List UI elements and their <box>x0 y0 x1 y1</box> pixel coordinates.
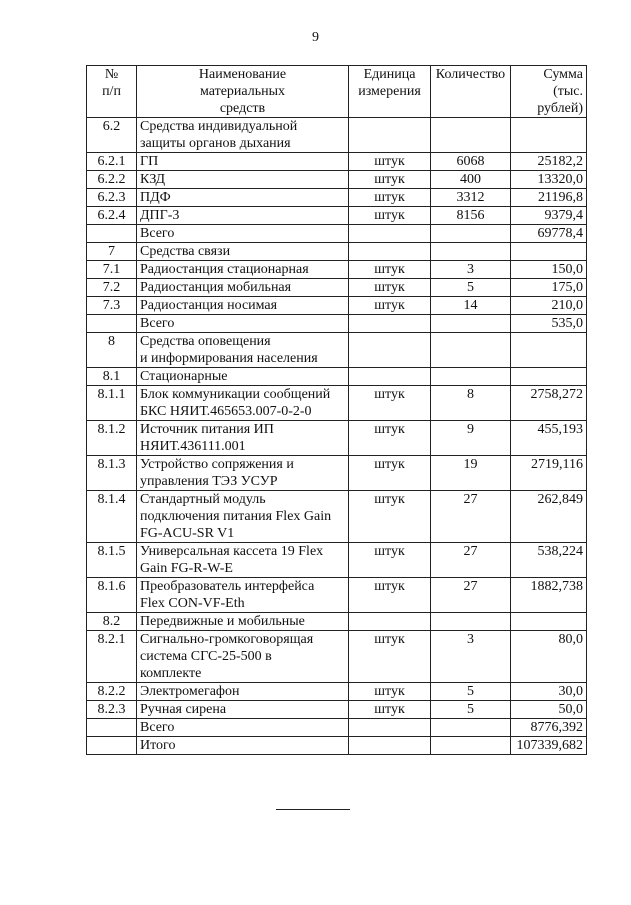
cell-unit: штук <box>349 189 431 207</box>
cell-sum: 538,224 <box>511 543 587 578</box>
cell-qty <box>431 333 511 368</box>
table-row <box>87 631 587 683</box>
cell-name: Всего <box>137 315 349 333</box>
cell-sum: 21196,8 <box>511 189 587 207</box>
cell-sum: 1882,738 <box>511 578 587 613</box>
cell-sum <box>511 368 587 386</box>
cell-qty: 5 <box>431 683 511 701</box>
cell-num: 8.1.3 <box>87 456 137 491</box>
cell-qty: 3312 <box>431 189 511 207</box>
cell-qty: 19 <box>431 456 511 491</box>
cell-sum: 50,0 <box>511 701 587 719</box>
cell-qty <box>431 118 511 153</box>
cell-qty: 27 <box>431 543 511 578</box>
cell-name: Источник питания ИП НЯИТ.436111.001 <box>137 421 349 456</box>
cell-num: 8.2.2 <box>87 683 137 701</box>
cell-qty: 5 <box>431 279 511 297</box>
header-qty: Количество <box>431 66 511 118</box>
cell-sum: 2719,116 <box>511 456 587 491</box>
cell-num: 8.1.6 <box>87 578 137 613</box>
cell-qty <box>431 719 511 737</box>
cell-unit: штук <box>349 578 431 613</box>
cell-num: 8.1 <box>87 368 137 386</box>
cell-unit <box>349 243 431 261</box>
cell-unit: штук <box>349 386 431 421</box>
table-row <box>87 171 587 189</box>
header-num: № п/п <box>87 66 137 118</box>
table-row <box>87 297 587 315</box>
cell-qty: 9 <box>431 421 511 456</box>
cell-num <box>87 315 137 333</box>
cell-name: Средства связи <box>137 243 349 261</box>
cell-num: 6.2.3 <box>87 189 137 207</box>
cell-name: Передвижные и мобильные <box>137 613 349 631</box>
table-row <box>87 261 587 279</box>
table-row <box>87 701 587 719</box>
cell-unit: штук <box>349 543 431 578</box>
cell-sum <box>511 613 587 631</box>
cell-num: 8.2 <box>87 613 137 631</box>
cell-num: 8.2.1 <box>87 631 137 683</box>
cell-sum: 9379,4 <box>511 207 587 225</box>
cell-sum: 150,0 <box>511 261 587 279</box>
cell-sum <box>511 118 587 153</box>
table-row <box>87 386 587 421</box>
cell-num: 8.1.4 <box>87 491 137 543</box>
table-row <box>87 118 587 153</box>
cell-name: Устройство сопряжения и управления ТЭЗ УСУР <box>137 456 349 491</box>
cell-name: Ручная сирена <box>137 701 349 719</box>
cell-name: ДПГ-3 <box>137 207 349 225</box>
table-row <box>87 189 587 207</box>
cell-name: Средства индивидуальной защиты органов дыхания <box>137 118 349 153</box>
cell-sum: 13320,0 <box>511 171 587 189</box>
cell-qty: 8 <box>431 386 511 421</box>
cell-num <box>87 719 137 737</box>
header-name: Наименование материальных средств <box>137 66 349 118</box>
table-row <box>87 578 587 613</box>
cell-qty: 8156 <box>431 207 511 225</box>
cell-unit: штук <box>349 456 431 491</box>
cell-num: 6.2 <box>87 118 137 153</box>
cell-unit: штук <box>349 491 431 543</box>
header-sum: Сумма (тыс. рублей) <box>511 66 587 118</box>
cell-qty: 3 <box>431 631 511 683</box>
header-unit: Единица измерения <box>349 66 431 118</box>
cell-qty <box>431 243 511 261</box>
cell-name: Радиостанция стационарная <box>137 261 349 279</box>
table-row <box>87 683 587 701</box>
cell-num: 7.1 <box>87 261 137 279</box>
table-body <box>87 118 587 755</box>
cell-name: ПДФ <box>137 189 349 207</box>
cell-name: Блок коммуникации сообщений БКС НЯИТ.465653.007-0-2-0 <box>137 386 349 421</box>
page-number: 9 <box>312 30 319 45</box>
cell-sum: 30,0 <box>511 683 587 701</box>
cell-num: 6.2.2 <box>87 171 137 189</box>
cell-name: Преобразователь интерфейса Flex CON-VF-Eth <box>137 578 349 613</box>
table-row <box>87 491 587 543</box>
table-row <box>87 613 587 631</box>
cell-unit <box>349 719 431 737</box>
cell-sum: 80,0 <box>511 631 587 683</box>
cell-unit: штук <box>349 153 431 171</box>
cell-sum <box>511 333 587 368</box>
cell-sum: 8776,392 <box>511 719 587 737</box>
cell-qty <box>431 368 511 386</box>
cell-unit <box>349 225 431 243</box>
cell-name: Всего <box>137 719 349 737</box>
cell-unit: штук <box>349 297 431 315</box>
cell-unit <box>349 333 431 368</box>
cell-unit: штук <box>349 701 431 719</box>
materials-table <box>86 65 587 755</box>
cell-qty: 5 <box>431 701 511 719</box>
cell-qty: 6068 <box>431 153 511 171</box>
cell-sum: 535,0 <box>511 315 587 333</box>
cell-sum: 2758,272 <box>511 386 587 421</box>
cell-sum <box>511 243 587 261</box>
cell-qty <box>431 315 511 333</box>
cell-sum: 175,0 <box>511 279 587 297</box>
table-row <box>87 368 587 386</box>
cell-sum: 69778,4 <box>511 225 587 243</box>
cell-name: Радиостанция носимая <box>137 297 349 315</box>
cell-sum: 262,849 <box>511 491 587 543</box>
footer-divider <box>276 809 350 810</box>
cell-qty: 400 <box>431 171 511 189</box>
cell-num <box>87 225 137 243</box>
table-row <box>87 421 587 456</box>
cell-name: Стационарные <box>137 368 349 386</box>
table-row <box>87 225 587 243</box>
cell-unit <box>349 118 431 153</box>
cell-unit <box>349 368 431 386</box>
cell-unit: штук <box>349 631 431 683</box>
cell-unit <box>349 613 431 631</box>
cell-num <box>87 737 137 755</box>
cell-num: 8.2.3 <box>87 701 137 719</box>
cell-num: 8.1.5 <box>87 543 137 578</box>
cell-name: Всего <box>137 225 349 243</box>
cell-name: Средства оповещения и информирования населения <box>137 333 349 368</box>
cell-name: Электромегафон <box>137 683 349 701</box>
cell-num: 6.2.1 <box>87 153 137 171</box>
cell-num: 6.2.4 <box>87 207 137 225</box>
cell-qty <box>431 225 511 243</box>
cell-name: Стандартный модуль подключения питания Flex Gain FG-ACU-SR V1 <box>137 491 349 543</box>
cell-name: Сигнально-громкоговорящая система СГС-25-500 в комплекте <box>137 631 349 683</box>
cell-qty: 27 <box>431 491 511 543</box>
table-row <box>87 456 587 491</box>
table-row <box>87 333 587 368</box>
cell-unit: штук <box>349 421 431 456</box>
table-row <box>87 279 587 297</box>
table-row <box>87 315 587 333</box>
cell-name: ГП <box>137 153 349 171</box>
table-row <box>87 737 587 755</box>
cell-qty: 3 <box>431 261 511 279</box>
cell-sum: 25182,2 <box>511 153 587 171</box>
cell-sum: 210,0 <box>511 297 587 315</box>
cell-name: Универсальная кассета 19 Flex Gain FG-R-W-E <box>137 543 349 578</box>
cell-unit: штук <box>349 207 431 225</box>
table-header-row <box>87 66 587 118</box>
cell-sum: 107339,682 <box>511 737 587 755</box>
cell-unit: штук <box>349 171 431 189</box>
table-row <box>87 719 587 737</box>
cell-unit: штук <box>349 279 431 297</box>
cell-name: Итого <box>137 737 349 755</box>
cell-qty: 27 <box>431 578 511 613</box>
cell-qty <box>431 613 511 631</box>
cell-qty <box>431 737 511 755</box>
cell-name: КЗД <box>137 171 349 189</box>
cell-sum: 455,193 <box>511 421 587 456</box>
cell-num: 8.1.2 <box>87 421 137 456</box>
cell-num: 7.3 <box>87 297 137 315</box>
cell-num: 7.2 <box>87 279 137 297</box>
cell-unit <box>349 315 431 333</box>
cell-unit <box>349 737 431 755</box>
table-row <box>87 543 587 578</box>
table-row <box>87 207 587 225</box>
cell-num: 8 <box>87 333 137 368</box>
table-row <box>87 153 587 171</box>
cell-num: 7 <box>87 243 137 261</box>
cell-name: Радиостанция мобильная <box>137 279 349 297</box>
cell-unit: штук <box>349 261 431 279</box>
table-row <box>87 243 587 261</box>
cell-num: 8.1.1 <box>87 386 137 421</box>
cell-unit: штук <box>349 683 431 701</box>
cell-qty: 14 <box>431 297 511 315</box>
